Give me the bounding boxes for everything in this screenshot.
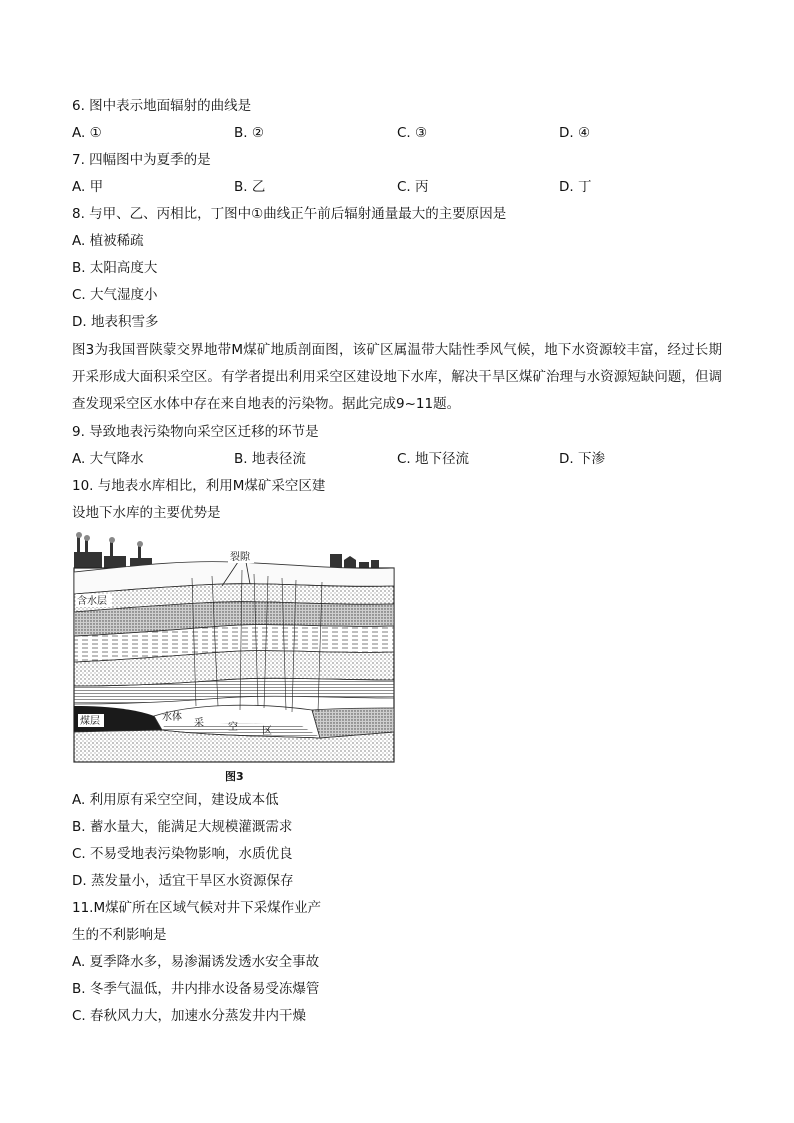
q7-option-d: D. 丁 bbox=[559, 179, 592, 195]
coal-seam-label: 煤层 bbox=[80, 716, 100, 727]
q11-stem-line2: 生的不利影响是 bbox=[72, 927, 167, 943]
q9-stem: 9. 导致地表污染物向采空区迁移的环节是 bbox=[72, 424, 319, 440]
q9-option-a: A. 大气降水 bbox=[72, 451, 144, 467]
factory-icons bbox=[74, 532, 152, 568]
q9-option-d: D. 下渗 bbox=[559, 451, 605, 467]
water-body-label: 水体 bbox=[162, 712, 182, 723]
q11-option-a: A. 夏季降水多，易渗漏诱发透水安全事故 bbox=[72, 954, 320, 970]
q8-option-b: B. 太阳高度大 bbox=[72, 260, 158, 276]
q7-option-c: C. 丙 bbox=[397, 179, 429, 195]
q10-stem-line1: 10. 与地表水库相比，利用M煤矿采空区建 bbox=[72, 478, 326, 494]
q6-options bbox=[72, 123, 732, 143]
q6-option-c: C. ③ bbox=[397, 125, 428, 141]
q9-option-b: B. 地表径流 bbox=[234, 451, 306, 467]
q11-option-b: B. 冬季气温低，井内排水设备易受冻爆管 bbox=[72, 981, 320, 997]
q10-option-b: B. 蓄水量大，能满足大规模灌溉需求 bbox=[72, 819, 293, 835]
q6-stem: 6. 图中表示地面辐射的曲线是 bbox=[72, 98, 252, 114]
q10-option-c: C. 不易受地表污染物影响，水质优良 bbox=[72, 846, 293, 862]
q6-option-b: B. ② bbox=[234, 125, 264, 141]
q6-option-a: A. ① bbox=[72, 125, 102, 141]
q8-stem: 8. 与甲、乙、丙相比，丁图中①曲线正午前后辐射通量最大的主要原因是 bbox=[72, 206, 507, 222]
figure-caption: 图3 bbox=[225, 770, 244, 783]
q9-options bbox=[72, 449, 732, 469]
q11-stem-line1: 11.M煤矿所在区域气候对井下采煤作业产 bbox=[72, 900, 322, 916]
q7-stem: 7. 四幅图中为夏季的是 bbox=[72, 152, 211, 168]
q10-stem-line2: 设地下水库的主要优势是 bbox=[72, 505, 221, 521]
q6-option-d: D. ④ bbox=[559, 125, 591, 141]
goaf-label-1: 采 bbox=[194, 718, 204, 729]
q9-option-c: C. 地下径流 bbox=[397, 451, 470, 467]
geological-section-figure bbox=[72, 530, 398, 785]
q7-option-b: B. 乙 bbox=[234, 179, 266, 195]
q7-options bbox=[72, 177, 732, 197]
q10-option-a: A. 利用原有采空空间，建设成本低 bbox=[72, 792, 279, 808]
q11-option-c: C. 春秋风力大，加速水分蒸发井内干燥 bbox=[72, 1008, 307, 1024]
crack-label: 裂隙 bbox=[230, 552, 250, 563]
q10-option-d: D. 蒸发量小，适宜干旱区水资源保存 bbox=[72, 873, 294, 889]
q8-option-c: C. 大气湿度小 bbox=[72, 287, 158, 303]
goaf-label-3: 区 bbox=[262, 726, 272, 737]
q8-option-d: D. 地表积雪多 bbox=[72, 314, 159, 330]
aquifer-label: 含水层 bbox=[77, 596, 107, 607]
goaf-label-2: 空 bbox=[228, 722, 238, 733]
q7-option-a: A. 甲 bbox=[72, 179, 104, 195]
passage-text: 图3为我国晋陕蒙交界地带M煤矿地质剖面图，该矿区属温带大陆性季风气候，地下水资源较丰富，经过长期开采形成大面积采空区。有学者提出利用采空区建设地下水库，解决干旱区煤矿治理与水资源短缺问题，但调查发现采空区水体中存在来自地表的污染物。据此完成9~11题。 bbox=[72, 342, 722, 412]
q8-option-a: A. 植被稀疏 bbox=[72, 233, 144, 249]
